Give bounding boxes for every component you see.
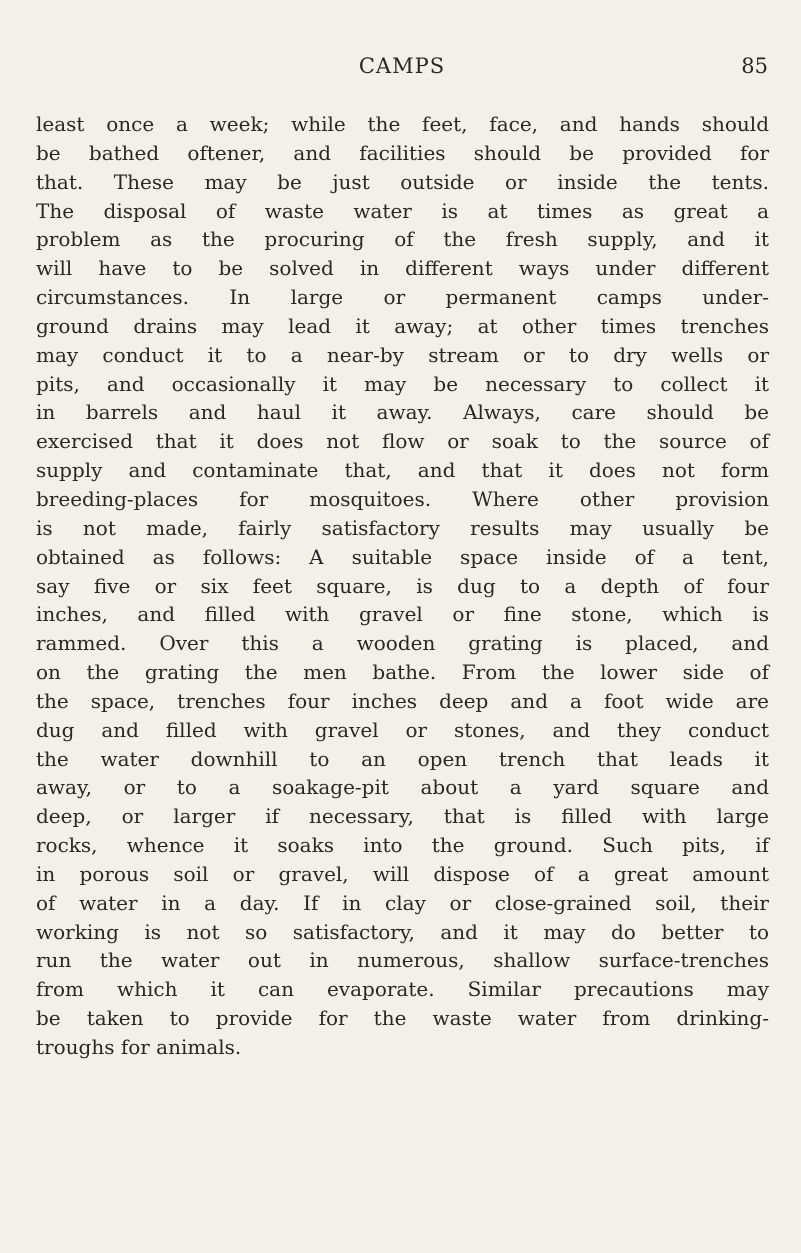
text-line: in porous soil or gravel, will dispose of a great amount [36,861,769,886]
text-line: problem as the procuring of the fresh supply, and it [36,227,769,252]
text-line: rocks, whence it soaks into the ground. Such pits, if [36,833,769,858]
text-line: may conduct it to a near-by stream or to dry wells or [36,342,769,367]
text-line: The disposal of waste water is at times as great a [36,198,769,223]
body-text [36,110,769,1062]
page-header [36,54,768,84]
text-line: working is not so satisfactory, and it may do better to [36,919,769,944]
text-line: exercised that it does not flow or soak to the source of [36,429,769,454]
text-line: troughs for animals. [36,1035,242,1059]
text-line: that. These may be just outside or inside the tents. [36,169,769,194]
text-line: is not made, fairly satisfactory results may usually be [36,515,769,540]
text-line: of water in a day. If in clay or close-grained soil, their [36,890,769,915]
text-line: run the water out in numerous, shallow surface-trenches [36,948,769,973]
text-line: circumstances. In large or permanent camps under- [36,285,769,310]
text-line: pits, and occasionally it may be necessary to collect it [36,371,769,396]
text-line: ground drains may lead it away; at other times trenches [36,313,769,338]
page-number: 85 [741,54,768,78]
text-line: inches, and filled with gravel or fine stone, which is [36,602,769,627]
text-line: be bathed oftener, and facilities should be provided for [36,140,769,165]
text-line: be taken to provide for the waste water from drinking- [36,1006,769,1031]
text-line: will have to be solved in different ways under different [36,256,769,281]
text-line: the space, trenches four inches deep and a foot wide are [36,688,769,713]
text-line: on the grating the men bathe. From the lower side of [36,660,769,685]
text-line: the water downhill to an open trench that leads it [36,746,769,771]
text-line: away, or to a soakage-pit about a yard square and [36,775,769,800]
text-line: in barrels and haul it away. Always, care should be [36,400,769,425]
text-line: breeding-places for mosquitoes. Where other provision [36,486,769,511]
text-line: obtained as follows: A suitable space inside of a tent, [36,544,769,569]
text-line: rammed. Over this a wooden grating is placed, and [36,631,769,656]
text-line: dug and filled with gravel or stones, and they conduct [36,717,769,742]
text-line: deep, or larger if necessary, that is filled with large [36,804,769,829]
text-line: say five or six feet square, is dug to a depth of four [36,573,769,598]
text-line: least once a week; while the feet, face, and hands should [36,112,769,136]
text-line: supply and contaminate that, and that it does not form [36,458,769,483]
text-line: from which it can evaporate. Similar precautions may [36,977,769,1002]
running-head: CAMPS [358,54,446,78]
